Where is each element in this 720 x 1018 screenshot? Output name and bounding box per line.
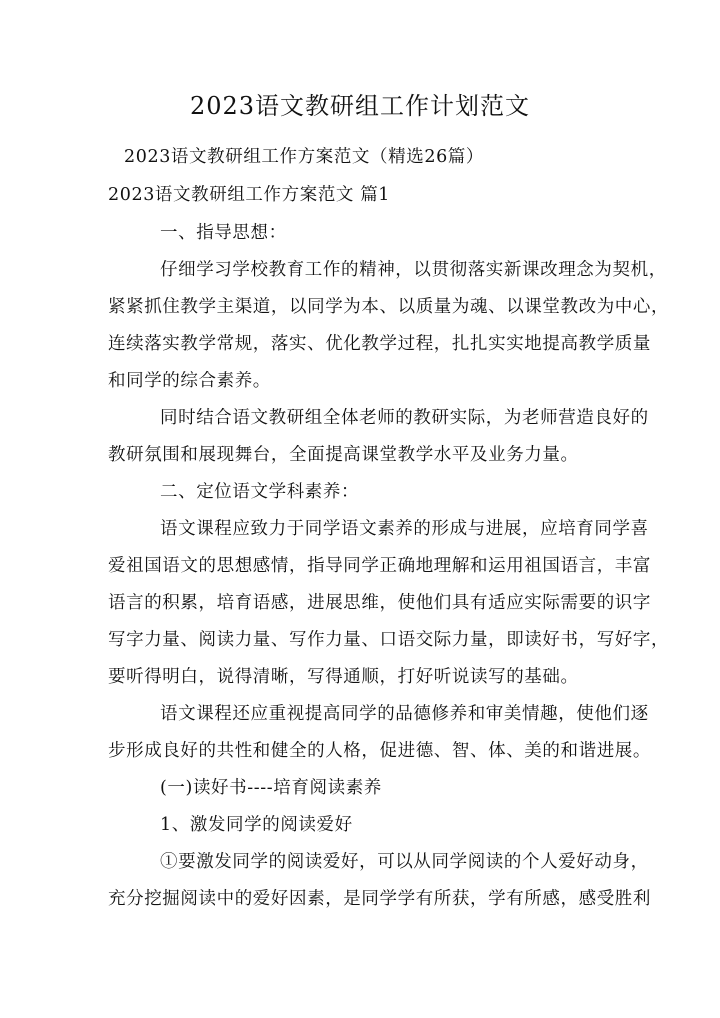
paragraph-heading: 1、激发同学的阅读爱好 — [160, 815, 353, 835]
paragraph-heading: 二、定位语文学科素养： — [160, 482, 360, 502]
paragraph-line: 仔细学习学校教育工作的精神，以贯彻落实新课改理念为契机， — [160, 260, 667, 280]
document-subtitle: 2023语文教研组工作方案范文（精选26篇） — [124, 147, 485, 167]
paragraph-heading: 一、指导思想： — [160, 223, 287, 243]
document-title: 2023语文教研组工作计划范文 — [189, 92, 531, 120]
paragraph-line: 同时结合语文教研组全体老师的教研实际，为老师营造良好的 — [160, 408, 649, 428]
paragraph-line: 教研氛围和展现舞台，全面提高课堂教学水平及业务力量。 — [108, 445, 579, 465]
paragraph-line: 写字力量、阅读力量、写作力量、口语交际力量，即读好书，写好字， — [108, 630, 670, 650]
paragraph-line: ①要激发同学的阅读爱好，可以从同学阅读的个人爱好动身， — [160, 852, 649, 872]
paragraph-line: 语言的积累，培育语感，进展思维，使他们具有适应实际需要的识字 — [108, 593, 651, 613]
paragraph-heading: (一)读好书----培育阅读素养 — [160, 778, 382, 798]
paragraph-line: 爱祖国语文的思想感情，指导同学正确地理解和运用祖国语言，丰富 — [108, 556, 651, 576]
paragraph-line: 连续落实教学常规，落实、优化教学过程，扎扎实实地提高教学质量 — [108, 334, 651, 354]
paragraph-line: 充分挖掘阅读中的爱好因素，是同学学有所获，学有所感，感受胜利 — [108, 889, 651, 909]
paragraph-line: 步形成良好的共性和健全的人格，促进德、智、体、美的和谐进展。 — [108, 741, 651, 761]
section-heading: 2023语文教研组工作方案范文 篇1 — [108, 185, 391, 205]
paragraph-line: 紧紧抓住教学主渠道，以同学为本、以质量为魂、以课堂教改为中心， — [108, 297, 670, 317]
paragraph-line: 语文课程还应重视提高同学的品德修养和审美情趣，使他们逐 — [160, 704, 649, 724]
paragraph-line: 语文课程应致力于同学语文素养的形成与进展，应培育同学喜 — [160, 519, 649, 539]
paragraph-line: 要听得明白，说得清晰，写得通顺，打好听说读写的基础。 — [108, 667, 579, 687]
paragraph-line: 和同学的综合素养。 — [108, 371, 271, 391]
